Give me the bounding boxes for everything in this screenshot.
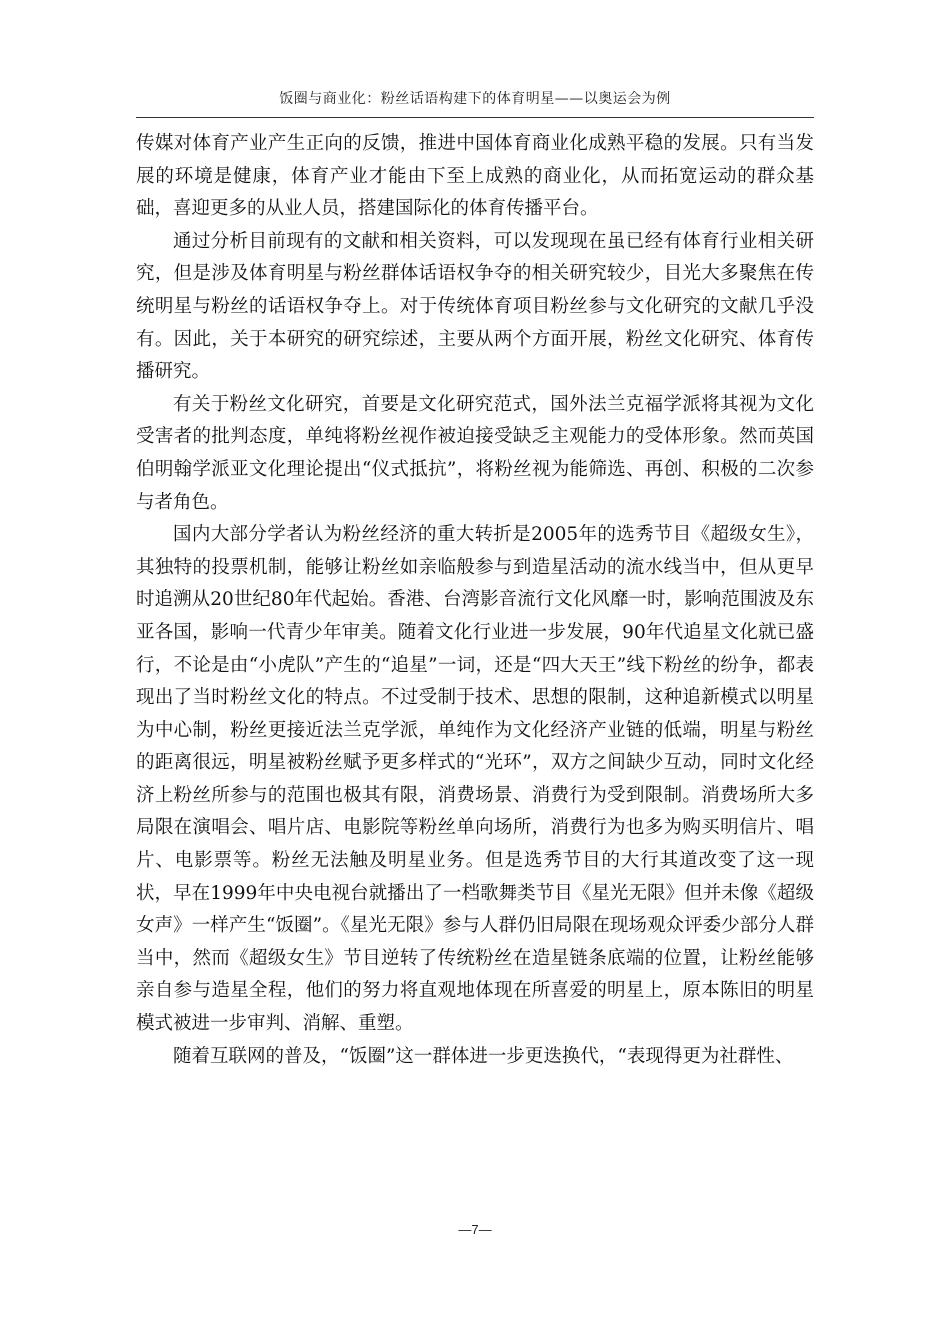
running-header: 饭圈与商业化：粉丝话语构建下的体育明星——以奥运会为例 xyxy=(279,91,671,107)
paragraph-fan-culture-research: 有关于粉丝文化研究，首要是文化研究范式，国外法兰克福学派将其视为文化受害者的批判态度，单纯将粉丝视作被迫接受缺乏主观能力的受体形象。然而英国伯明翰学派亚文化理论提出“仪式抵抗”，将粉丝视为能筛选、再创、积极的二次参与者角色。 xyxy=(136,393,814,513)
paragraph-literature-overview: 通过分析目前现有的文献和相关资料，可以发现现在虽已经有体育行业相关研究，但是涉及体育明星与粉丝群体话语权争夺的相关研究较少，目光大多聚焦在传统明星与粉丝的话语权争夺上。对于传统体育项目粉丝参与文化研究的文献几乎没有。因此，关于本研究的研究综述，主要从两个方面开展，粉丝文化研究、体育传播研究。 xyxy=(136,230,814,383)
body-text xyxy=(136,128,814,1073)
paragraph-domestic-fan-economy: 国内大部分学者认为粉丝经济的重大转折是2005年的选秀节目《超级女生》，其独特的投票机制，能够让粉丝如亲临般参与到造星活动的流水线当中，但从更早时追溯从20世纪80年代起始。香港、台湾影音流行文化风靡一时，影响范围波及东亚各国，影响一代青少年审美。随着文化行业进一步发展，90年代追星文化就已盛行，不论是由“小虎队”产生的“追星”一词，还是“四大天王”线下粉丝的纷争，都表现出了当时粉丝文化的特点。不过受制于技术、思想的限制，这种追新模式以明星为中心制，粉丝更接近法兰克学派，单纯作为文化经济产业链的低端，明星与粉丝的距离很远，明星被粉丝赋予更多样式的“光环”，双方之间缺少互动，同时文化经济上粉丝所参与的范围也极其有限，消费场景、消费行为受到限制。消费场所大多局限在演唱会、唱片店、电影院等粉丝单向场所，消费行为也多为购买明信片、唱片、电影票等。粉丝无法触及明星业务。但是选秀节目的大行其道改变了这一现状，早在1999年中央电视台就播出了一档歌舞类节目《星光无限》但并未像《超级女声》一样产生“饭圈”。《星光无限》参与人群仍旧局限在现场观众评委少部分人群当中，然而《超级女生》节目逆转了传统粉丝在造星链条底端的位置，让粉丝能够亲自参与造星全程，他们的努力将直观地体现在所喜爱的明星上，原本陈旧的明星模式被进一步审判、消解、重塑。 xyxy=(136,524,814,1035)
paragraph-continuation: 传媒对体育产业产生正向的反馈，推进中国体育商业化成熟平稳的发展。只有当发展的环境是健康，体育产业才能由下至上成熟的商业化，从而拓宽运动的群众基础，喜迎更多的从业人员，搭建国际化的体育传播平台。 xyxy=(136,133,814,220)
page-number: —7— xyxy=(458,1222,492,1237)
header-divider xyxy=(136,117,814,118)
paragraph-internet-fan-circle: 随着互联网的普及，“饭圈”这一群体进一步更迭换代，“表现得更为社群性、 xyxy=(173,1045,794,1067)
